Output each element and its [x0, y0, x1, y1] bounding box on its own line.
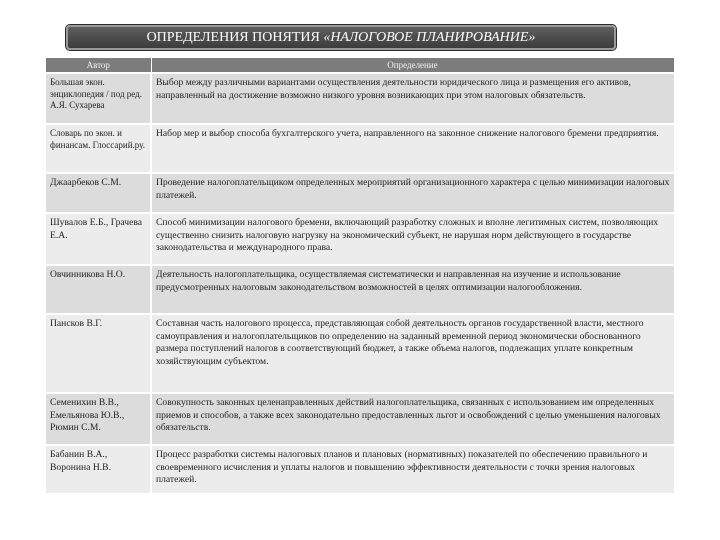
column-header-author: Автор: [46, 58, 151, 73]
author-cell: Джаарбеков С.М.: [46, 173, 151, 213]
definition-cell: Набор мер и выбор способа бухгалтерского учета, направленного на законное снижение налогового бремени предприятия.: [151, 124, 674, 173]
table-row: [46, 393, 674, 445]
author-cell: Бабанин В.А., Воронина Н.В.: [46, 445, 151, 493]
table-row: [46, 124, 674, 173]
definitions-table: [46, 58, 675, 493]
author-cell: Большая экон. энциклопедия / под ред. А.Я. Сухарева: [46, 73, 151, 124]
definition-cell: Проведение налогоплательщиком определенных мероприятий организационного характера с целью минимизации налоговых платежей.: [151, 173, 674, 213]
table-row: [46, 173, 674, 213]
column-header-definition: Определение: [151, 58, 674, 73]
table-row: [46, 213, 674, 265]
slide-title: [66, 25, 616, 50]
author-cell: Семенихин В.В., Емельянова Ю.В., Рюмин С.М.: [46, 393, 151, 445]
table-row: [46, 265, 674, 314]
author-cell: Словарь по экон. и финансам. Глоссарий.ру.: [46, 124, 151, 173]
definition-cell: Выбор между различными вариантами осуществления деятельности юридического лица и размещения его активов, направленный на достижение возможно низкого уровня возникающих при этом налоговых обязательств.: [151, 73, 674, 124]
author-cell: Шувалов Е.Б., Грачева Е.А.: [46, 213, 151, 265]
definition-cell: Деятельность налогоплательщика, осуществляемая систематически и направленная на изучение и использование предусмотренных налоговым законодательством возможностей в целях оптимизации налогообложения.: [151, 265, 674, 314]
definition-cell: Способ минимизации налогового бремени, включающий разработку сложных и вполне легитимных систем, позволяющих существенно снизить налоговую нагрузку на экономический субъект, не нарушая норм действующего в государстве законодательства и международного права.: [151, 213, 674, 265]
definition-cell: Процесс разработки системы налоговых планов и плановых (нормативных) показателей по обеспечению правильного и своевременного исчисления и уплаты налогов и повышению эффективности деятельности с точки зрения налоговых платежей.: [151, 445, 674, 493]
title-prefix: ОПРЕДЕЛЕНИЯ ПОНЯТИЯ: [146, 30, 320, 45]
definition-cell: Совокупность законных целенаправленных действий налогоплательщика, связанных с использованием им определенных приемов и способов, а также всех законодательно предоставленных льгот и освобождений с целью уменьшения налоговых обязательств.: [151, 393, 674, 445]
author-cell: Пансков В.Г.: [46, 314, 151, 393]
author-cell: Овчинникова Н.О.: [46, 265, 151, 314]
table-row: [46, 73, 674, 124]
table-row: [46, 445, 674, 493]
table-header-row: [46, 58, 674, 73]
title-term: «НАЛОГОВОЕ ПЛАНИРОВАНИЕ»: [323, 30, 536, 45]
definition-cell: Составная часть налогового процесса, представляющая собой деятельность органов государственной власти, местного самоуправления и налогоплательщиков по определению на заданный временной период экономически обоснованного размера поступлений налогов в соответствующий бюджет, а также объема налогов, подлежащих уплате конкретным хозяйствующим субъектом.: [151, 314, 674, 393]
table-row: [46, 314, 674, 393]
